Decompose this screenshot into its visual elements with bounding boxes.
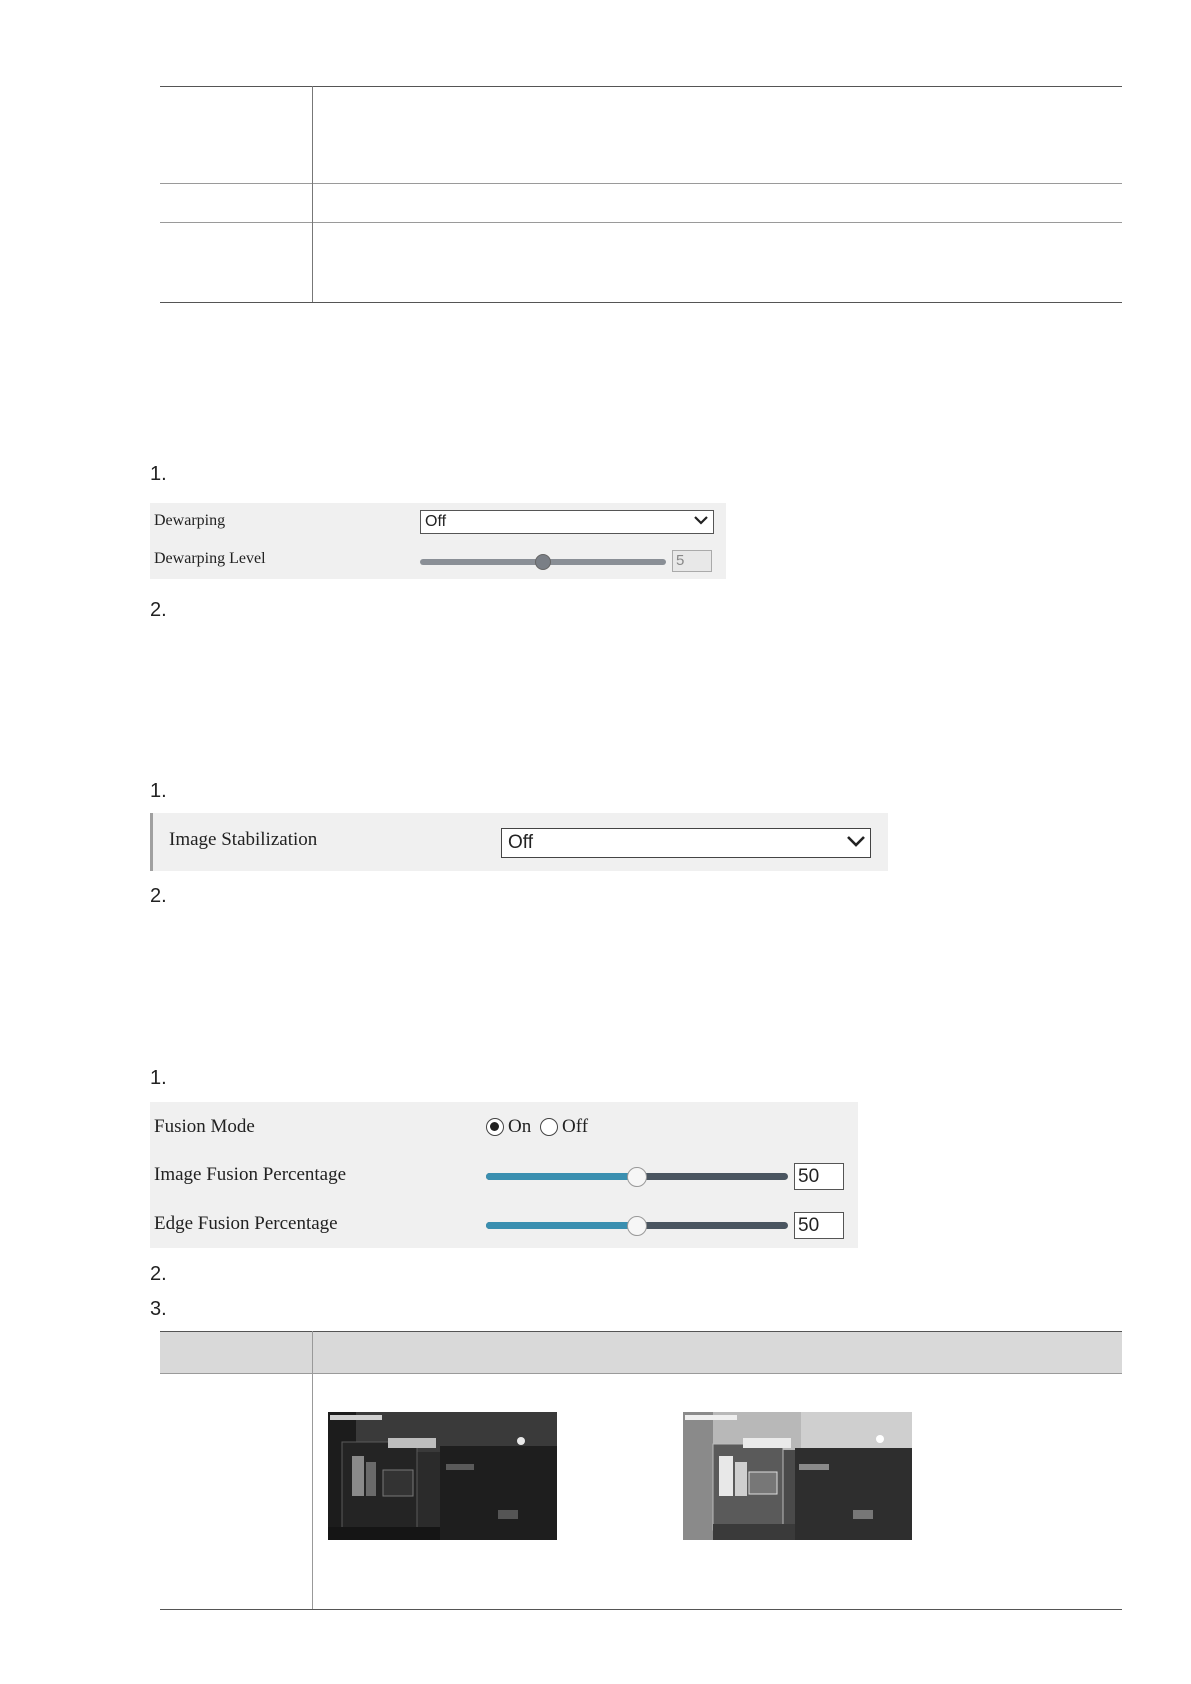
dewarping-select[interactable] bbox=[420, 510, 714, 534]
fusion-mode-off-radio[interactable] bbox=[540, 1118, 558, 1136]
slider-handle[interactable] bbox=[627, 1216, 647, 1236]
slider-fill bbox=[486, 1222, 637, 1229]
step-number: 3. bbox=[150, 1298, 167, 1320]
table-rule bbox=[160, 222, 1122, 223]
step-number: 2. bbox=[150, 1263, 167, 1285]
fusion-mode-on-radio[interactable] bbox=[486, 1118, 504, 1136]
image-fusion-slider[interactable] bbox=[486, 1166, 788, 1188]
slider-handle[interactable] bbox=[627, 1167, 647, 1187]
radio-selected-dot bbox=[490, 1122, 499, 1131]
dewarping-level-input[interactable]: 5 bbox=[672, 550, 712, 572]
fusion-example-image-after bbox=[683, 1412, 912, 1540]
table-rule bbox=[160, 1331, 1122, 1332]
dewarping-level-slider[interactable] bbox=[420, 553, 666, 571]
fusion-panel bbox=[150, 1102, 858, 1248]
table-column-divider bbox=[312, 1331, 313, 1609]
dewarping-select-value: Off bbox=[425, 513, 447, 530]
table-rule bbox=[160, 1373, 1122, 1374]
step-number: 1. bbox=[150, 780, 167, 802]
fusion-example-image-before bbox=[328, 1412, 557, 1540]
image-fusion-input[interactable]: 50 bbox=[794, 1163, 844, 1190]
chevron-down-icon bbox=[693, 513, 709, 531]
image-fusion-label: Image Fusion Percentage bbox=[154, 1164, 347, 1185]
fusion-mode-off-label: Off bbox=[562, 1116, 589, 1137]
chevron-down-icon bbox=[846, 832, 866, 854]
stabilization-panel bbox=[150, 813, 888, 871]
fusion-mode-label: Fusion Mode bbox=[154, 1116, 255, 1137]
table-rule bbox=[160, 183, 1122, 184]
table-rule bbox=[160, 86, 1122, 87]
step-number: 2. bbox=[150, 885, 167, 907]
step-number: 1. bbox=[150, 1067, 167, 1089]
step-number: 2. bbox=[150, 599, 167, 621]
edge-fusion-slider[interactable] bbox=[486, 1215, 788, 1237]
dewarping-panel bbox=[150, 503, 726, 579]
dewarping-level-label: Dewarping Level bbox=[154, 550, 266, 567]
image-stabilization-select[interactable] bbox=[501, 828, 871, 858]
fusion-mode-on-label: On bbox=[508, 1116, 532, 1137]
table-rule bbox=[160, 302, 1122, 303]
step-number: 1. bbox=[150, 463, 167, 485]
edge-fusion-input[interactable]: 50 bbox=[794, 1212, 844, 1239]
edge-fusion-label: Edge Fusion Percentage bbox=[154, 1213, 338, 1234]
image-stabilization-value: Off bbox=[508, 832, 533, 853]
image-stabilization-label: Image Stabilization bbox=[169, 829, 318, 850]
slider-handle[interactable] bbox=[535, 554, 551, 570]
dewarping-label: Dewarping bbox=[154, 512, 226, 529]
slider-fill bbox=[486, 1173, 637, 1180]
table-column-divider bbox=[312, 86, 313, 302]
table-header-row bbox=[160, 1331, 1122, 1373]
table-rule bbox=[160, 1609, 1122, 1610]
